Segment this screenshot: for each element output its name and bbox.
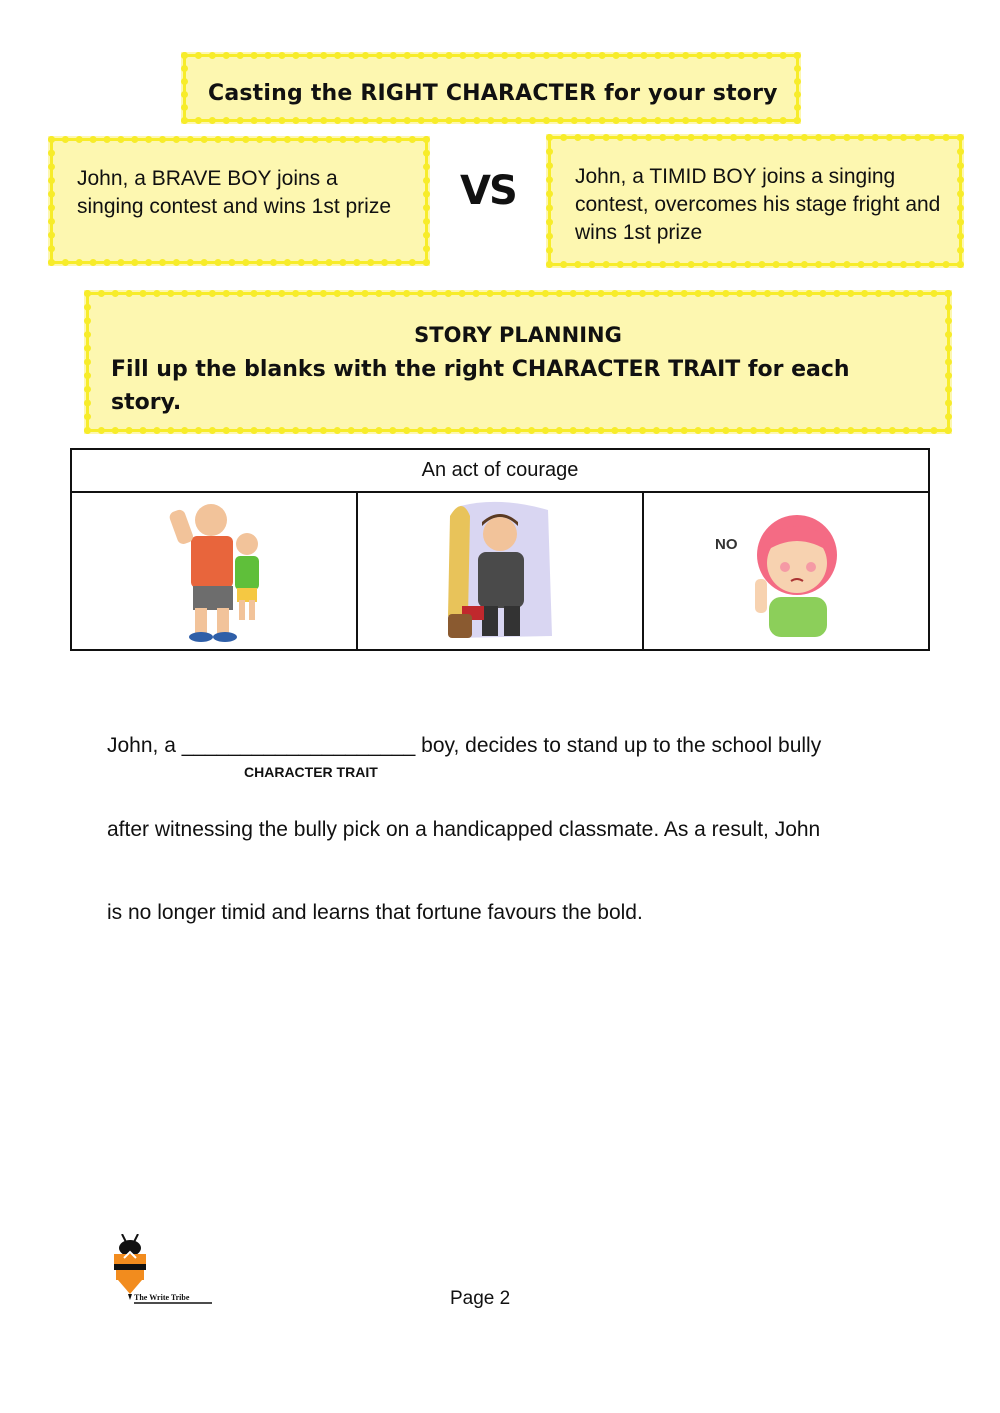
planning-heading: STORY PLANNING bbox=[414, 323, 622, 347]
scenario-cell-bully bbox=[71, 492, 357, 650]
story-planning-banner bbox=[84, 290, 952, 434]
scenario-table bbox=[70, 448, 930, 651]
story-line-1 bbox=[107, 734, 821, 758]
story-line-1-prefix: John, a bbox=[107, 734, 176, 757]
brave-boy-card bbox=[48, 136, 430, 266]
story-line-3: is no longer timid and learns that fortune favours the bold. bbox=[107, 901, 643, 924]
girl-saying-no-icon bbox=[711, 501, 861, 641]
scenario-header: An act of courage bbox=[71, 449, 929, 492]
bee-logo-icon bbox=[108, 1234, 218, 1308]
brave-boy-text: John, a BRAVE BOY joins a singing contest and wins 1st prize bbox=[77, 167, 392, 218]
page-number: Page 2 bbox=[450, 1288, 511, 1309]
trait-blank[interactable]: ____________________ bbox=[181, 734, 416, 757]
boy-illustration-icon bbox=[440, 496, 560, 646]
bully-illustration-icon bbox=[149, 496, 279, 646]
timid-boy-card bbox=[546, 134, 964, 268]
story-line-2: after witnessing the bully pick on a handicapped classmate. As a result, John bbox=[107, 818, 821, 841]
page-title: Casting the RIGHT CHARACTER for your story bbox=[208, 81, 778, 106]
title-banner bbox=[181, 52, 801, 124]
logo-text: The Write Tribe bbox=[134, 1293, 190, 1302]
write-tribe-logo bbox=[108, 1234, 218, 1313]
story-line-1-suffix: boy, decides to stand up to the school bully bbox=[421, 734, 822, 757]
scenario-cell-boy bbox=[357, 492, 643, 650]
character-trait-label: CHARACTER TRAIT bbox=[244, 764, 378, 780]
no-label: NO bbox=[715, 536, 738, 553]
planning-instruction: Fill up the blanks with the right CHARACTER TRAIT for each story. bbox=[111, 357, 850, 415]
scenario-cell-girl bbox=[643, 492, 929, 650]
versus-label: VS bbox=[460, 168, 516, 214]
timid-boy-text: John, a TIMID BOY joins a singing contest, overcomes his stage fright and wins 1st prize bbox=[575, 165, 941, 244]
